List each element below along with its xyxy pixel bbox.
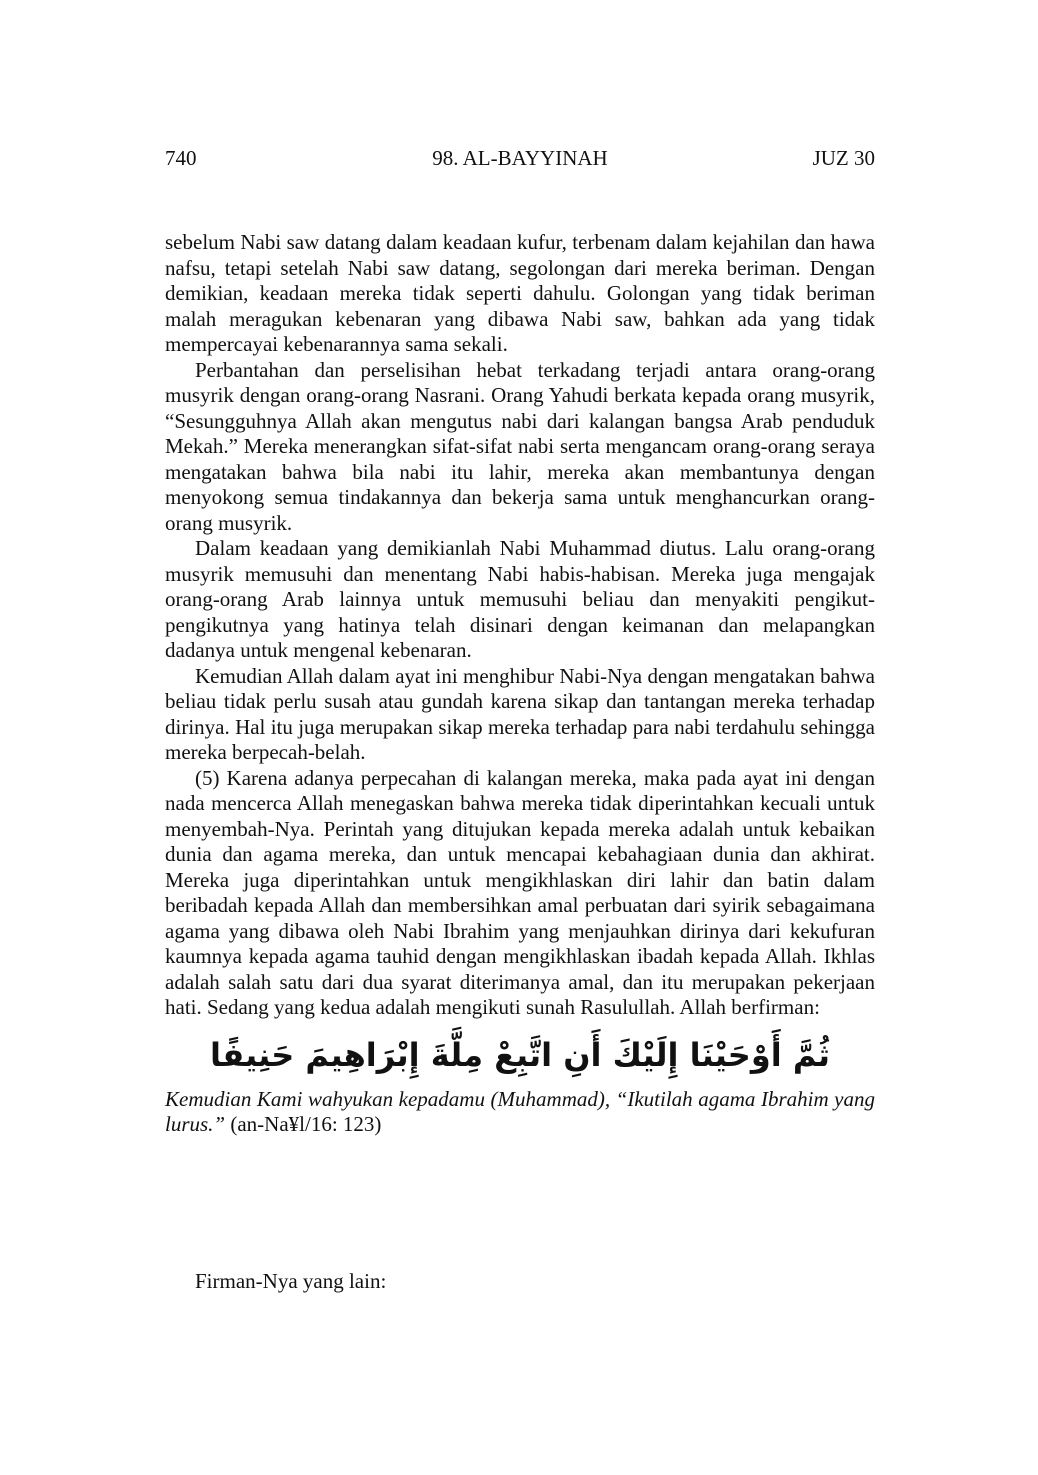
- paragraph: Perbantahan dan perselisihan hebat terkadang terjadi antara orang-orang musyrik dengan orang-orang Nasrani. Orang Yahudi berkata kepada orang musyrik, “Sesungguhnya Allah akan mengutus nabi dari kalangan bangsa Arab penduduk Mekah.” Mereka menerangkan sifat-sifat nabi serta mengancam orang-orang seraya mengatakan bahwa bila nabi itu lahir, mereka akan membantunya dengan menyokong semua tindakannya dan bekerja sama untuk menghancurkan orang-orang musyrik.: [165, 357, 875, 535]
- closing-line: Firman-Nya yang lain:: [195, 1269, 387, 1293]
- quran-verse-arabic: ثُمَّ أَوْحَيْنَا إِلَيْكَ أَنِ اتَّبِعْ مِلَّةَ إِبْرَاهِيمَ حَنِيفًا: [210, 1035, 830, 1074]
- paragraph: Kemudian Allah dalam ayat ini menghibur Nabi-Nya dengan mengatakan bahwa beliau tidak perlu susah atau gundah karena sikap dan tantangan mereka terhadap dirinya. Hal itu juga merupakan sikap mereka terhadap para nabi terdahulu sehingga mereka berpecah-belah.: [165, 663, 875, 764]
- juz-label: JUZ 30: [812, 146, 875, 170]
- surah-title: 98. AL-BAYYINAH: [432, 146, 608, 170]
- paragraph: (5) Karena adanya perpecahan di kalangan mereka, maka pada ayat ini dengan nada mencerca Allah menegaskan bahwa mereka tidak diperintahkan kecuali untuk menyembah-Nya. Perintah yang ditujukan kepada mereka adalah untuk kebaikan dunia dan agama mereka, dan untuk mencapai kebahagiaan dunia dan akhirat. Mereka juga diperintahkan untuk mengikhlaskan diri lahir dan batin dalam beribadah kepada Allah dan membersihkan amal perbuatan dari syirik sebagaimana agama yang dibawa oleh Nabi Ibrahim yang menjauhkan dirinya dari kekufuran kaumnya kepada agama tauhid dengan mengikhlaskan ibadah kepada Allah. Ikhlas adalah salah satu dari dua syarat diterimanya amal, dan itu merupakan pekerjaan hati. Sedang yang kedua adalah mengikuti sunah Rasulullah. Allah berfirman:: [165, 765, 875, 1019]
- verse-translation-text: Kemudian Kami wahyukan kepadamu (Muhammad), “Ikutilah agama Ibrahim yang lurus.”: [165, 1086, 875, 1136]
- verse-translation: [165, 1087, 875, 1138]
- page-number: 740: [165, 146, 197, 170]
- body-text: [165, 230, 875, 1138]
- verse-reference: (an-Na¥l/16: 123): [230, 1112, 382, 1136]
- paragraph: sebelum Nabi saw datang dalam keadaan kufur, terbenam dalam kejahilan dan hawa nafsu, tetapi setelah Nabi saw datang, segolongan dari mereka beriman. Dengan demikian, keadaan mereka tidak seperti dahulu. Golongan yang tidak beriman malah meragukan kebenaran yang dibawa Nabi saw, bahkan ada yang tidak mempercayai kebenarannya sama sekali.: [165, 230, 875, 356]
- paragraph: Dalam keadaan yang demikianlah Nabi Muhammad diutus. Lalu orang-orang musyrik memusuhi dan menentang Nabi habis-habisan. Mereka juga mengajak orang-orang Arab lainnya untuk memusuhi beliau dan menyakiti pengikut-pengikutnya yang hatinya telah disinari dengan keimanan dan melapangkan dadanya untuk mengenal kebenaran.: [165, 536, 875, 662]
